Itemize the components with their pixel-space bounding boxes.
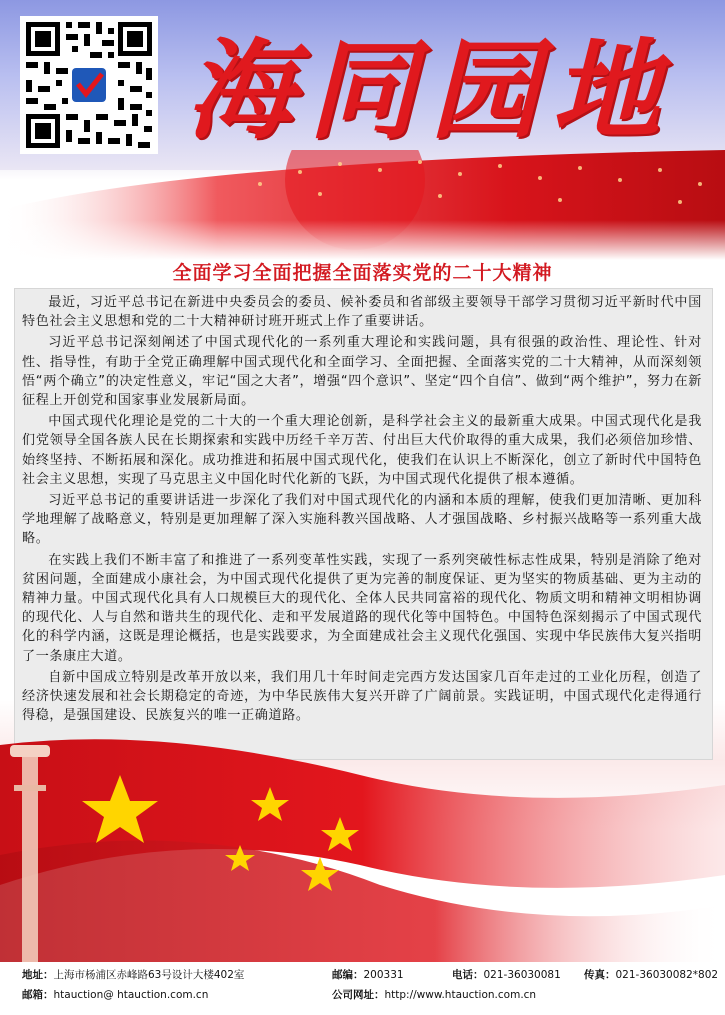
paragraph-1: 最近，习近平总书记在新进中央委员会的委员、候补委员和省部级主要领导干部学习贯彻习近平新时代中国特色社会主义思想和党的二十大精神研讨班开班式上作了重要讲话。	[22, 295, 702, 330]
footer-address	[22, 966, 244, 984]
phone-label: 电话：	[452, 969, 484, 981]
paragraph-5: 在实践上我们不断丰富了和推进了一系列变革性实践，实现了一系列突破性标志性成果，特别是消除了绝对贫困问题，全面建成小康社会，为中国式现代化提供了更为完善的制度保证、更为坚实的物质基础、更为主动的精神力量。中国式现代化具有人口规模巨大的现代化、全体人民共同富裕的现代化、物质文明和精神文明相协调的现代化、人与自然和谐共生的现代化、走和平发展道路的现代化等中国特色。中国特色深刻揭示了中国式现代化的科学内涵，这既是理论概括，也是实践要求，为全面建成社会主义现代化强国、实现中华民族伟大复兴指明了一条康庄大道。	[22, 552, 702, 664]
footer-email	[22, 986, 208, 1004]
footer-fax	[584, 966, 718, 984]
footer-website	[332, 986, 536, 1004]
paragraph-3: 中国式现代化理论是党的二十大的一个重大理论创新，是科学社会主义的最新重大成果。中国式现代化是我们党领导全国各族人民在长期探索和实践中历经千辛万苦、付出巨大代价取得的重大成果，我们必须倍加珍惜、始终坚持、不断拓展和深化。成功推进和拓展中国式现代化，使我们在认识上不断深化，创立了新时代中国特色社会主义思想，实现了马克思主义中国化时代化新的飞跃，为中国式现代化提供了根本遵循。	[22, 414, 702, 487]
newsletter-title: 海同园地	[186, 28, 675, 154]
footer-postcode	[332, 966, 404, 984]
fax-value: 021-36030082*802	[615, 969, 719, 981]
email-value[interactable]: htauction@ htauction.com.cn	[53, 989, 209, 1001]
qr-code-graphic	[22, 18, 156, 152]
postcode-label: 邮编：	[332, 969, 364, 981]
qr-code	[20, 16, 158, 154]
footer	[0, 962, 725, 1015]
address-value: 上海市杨浦区赤峰路63号设计大楼402室	[53, 969, 245, 981]
article-body	[22, 293, 702, 725]
fax-label: 传真：	[584, 969, 616, 981]
flag-burst-decoration	[0, 150, 725, 260]
flag-decoration	[0, 735, 725, 965]
postcode-value: 200331	[363, 969, 404, 981]
article-headline: 全面学习全面把握全面落实党的二十大精神	[172, 262, 553, 284]
phone-value: 021-36030081	[483, 969, 561, 981]
email-label: 邮箱：	[22, 989, 54, 1001]
website-label: 公司网址：	[332, 989, 385, 1001]
paragraph-6: 自新中国成立特别是改革开放以来，我们用几十年时间走完西方发达国家几百年走过的工业化历程，创造了经济快速发展和社会长期稳定的奇迹，为中华民族伟大复兴开辟了广阔前景。实践证明，中国式现代化走得通行得稳，是强国建设、民族复兴的唯一正确道路。	[22, 669, 702, 724]
address-label: 地址：	[22, 969, 54, 981]
paragraph-2: 习近平总书记深刻阐述了中国式现代化的一系列重大理论和实践问题，具有很强的政治性、理论性、针对性、指导性，有助于全党正确理解中国式现代化和全面学习、全面把握、全面落实党的二十大精神，从而深刻领悟“两个确立”的决定性意义，牢记“国之大者”，增强“四个意识”、坚定“四个自信”、做到“两个维护”，努力在新征程上开创党和国家事业发展新局面。	[22, 335, 702, 409]
paragraph-4: 习近平总书记的重要讲话进一步深化了我们对中国式现代化的内涵和本质的理解，使我们更加清晰、更加科学地理解了战略意义，特别是更加理解了深入实施科教兴国战略、人才强国战略、乡村振兴战略等一系列重大战略。	[22, 493, 702, 547]
footer-phone	[452, 966, 561, 984]
website-link[interactable]: http://www.htauction.com.cn	[384, 989, 537, 1001]
